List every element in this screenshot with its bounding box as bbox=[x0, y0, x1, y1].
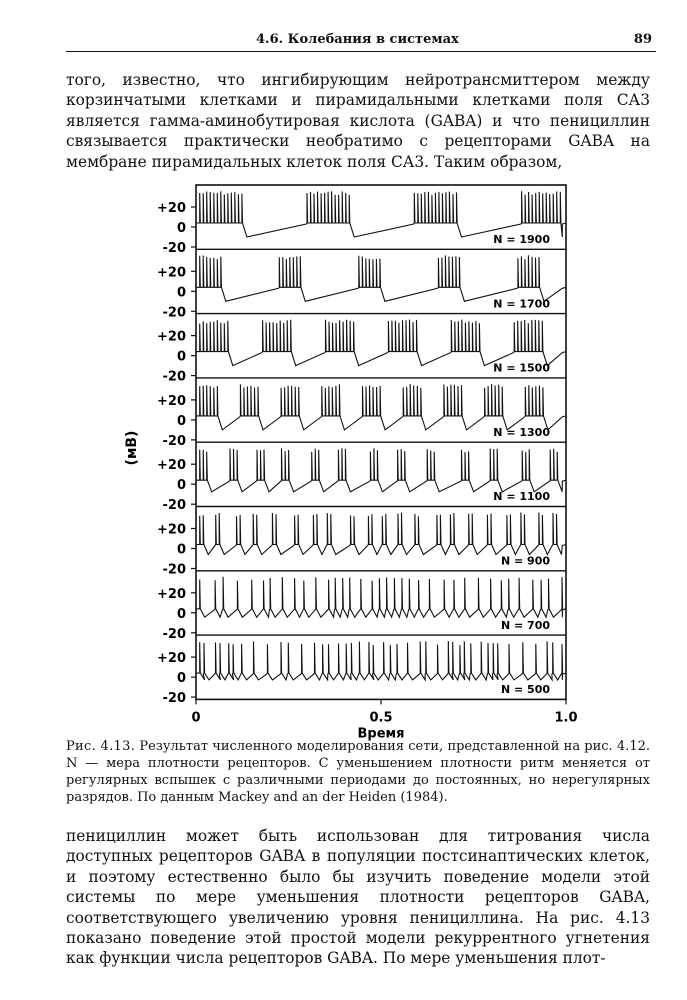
y-tick-label: +20 bbox=[157, 329, 186, 345]
y-tick-label: 0 bbox=[176, 671, 186, 687]
figure-plot bbox=[118, 180, 588, 742]
caption-text: Результат численного моделирования сети, представленной на рис. 4.12. N — мера плотности рецепторов. С уменьшением плотности ритм меняется от регулярных вспышек с различными периодами до постоянных, но нерегулярных разрядов. По данным Mackey and an der Heiden (1984). bbox=[66, 739, 650, 805]
y-tick-label: +20 bbox=[157, 393, 186, 409]
x-tick-label: 0 bbox=[191, 710, 201, 726]
x-tick-label: 0.5 bbox=[369, 710, 393, 726]
caption-label: Рис. 4.13. bbox=[66, 739, 136, 754]
x-tick-label: 1.0 bbox=[554, 710, 578, 726]
y-tick-label: -20 bbox=[162, 241, 186, 256]
page-header bbox=[66, 30, 656, 52]
y-tick-label: +20 bbox=[157, 201, 186, 216]
panel-n-label: N = 1500 bbox=[493, 361, 550, 375]
y-tick-label: +20 bbox=[157, 458, 186, 474]
waveform-trace bbox=[196, 641, 566, 680]
waveform-trace bbox=[196, 320, 566, 366]
y-tick-label: -20 bbox=[162, 498, 186, 514]
panel-n-label: N = 1100 bbox=[493, 490, 550, 504]
header-rule bbox=[66, 51, 656, 52]
y-tick-label: -20 bbox=[162, 369, 186, 385]
y-tick-label: +20 bbox=[157, 586, 186, 602]
y-tick-label: +20 bbox=[157, 651, 186, 667]
paragraph-top: того, известно, что ингибирующим нейротрансмиттером между корзинчатыми клетками и пирамидальными клетками поля СА3 является гамма-аминобутировая кислота (GABA) и что пенициллин связывается практически необратимо с рецепторами GABA на мембране пирамидальных клеток поля СА3. Таким образом, bbox=[66, 71, 650, 171]
y-tick-label: 0 bbox=[176, 221, 186, 236]
y-tick-label: 0 bbox=[176, 349, 186, 365]
y-tick-label: -20 bbox=[162, 626, 186, 642]
waveform-trace bbox=[196, 191, 566, 237]
y-tick-label: -20 bbox=[162, 562, 186, 578]
y-tick-label: -20 bbox=[162, 433, 186, 449]
paragraph-bottom: пенициллин может быть использован для титрования числа доступных рецепторов GABA в популяции постсинаптических клеток, и поэтому естественно было бы изучить поведение модели этой системы по мере уменьшения плотности рецепторов GABA, соответствующего увеличению уровня пенициллина. На рис. 4.13 показано поведение этой простой модели рекуррентного угнетения как функции числа рецепторов GABA. По мере уменьшения плот- bbox=[66, 827, 650, 968]
panel-n-label: N = 1700 bbox=[493, 297, 550, 311]
y-axis-label: (мВ) bbox=[124, 430, 140, 466]
waveform-trace bbox=[196, 448, 566, 492]
figure-caption bbox=[66, 738, 650, 806]
y-tick-label: +20 bbox=[157, 265, 186, 281]
running-title: 4.6. Колебания в системах bbox=[256, 32, 459, 47]
y-tick-label: 0 bbox=[176, 606, 186, 622]
waveform-trace bbox=[196, 384, 566, 430]
panel-n-label: N = 1900 bbox=[493, 233, 550, 246]
y-tick-label: -20 bbox=[162, 305, 186, 321]
panel-n-label: N = 1300 bbox=[493, 425, 550, 439]
waveform-trace bbox=[196, 577, 566, 617]
page-number: 89 bbox=[633, 32, 652, 47]
y-tick-label: 0 bbox=[176, 542, 186, 558]
waveform-trace bbox=[196, 255, 566, 301]
x-axis-label: Время bbox=[357, 726, 405, 742]
figure-4-13 bbox=[118, 180, 588, 742]
y-tick-label: 0 bbox=[176, 413, 186, 429]
y-tick-label: 0 bbox=[176, 478, 186, 494]
panel-n-label: N = 700 bbox=[500, 618, 550, 632]
waveform-trace bbox=[196, 513, 566, 555]
panel-n-label: N = 900 bbox=[500, 554, 550, 568]
panel-n-label: N = 500 bbox=[500, 683, 550, 697]
y-tick-label: -20 bbox=[162, 691, 186, 707]
y-tick-label: 0 bbox=[176, 285, 186, 301]
y-tick-label: +20 bbox=[157, 522, 186, 538]
